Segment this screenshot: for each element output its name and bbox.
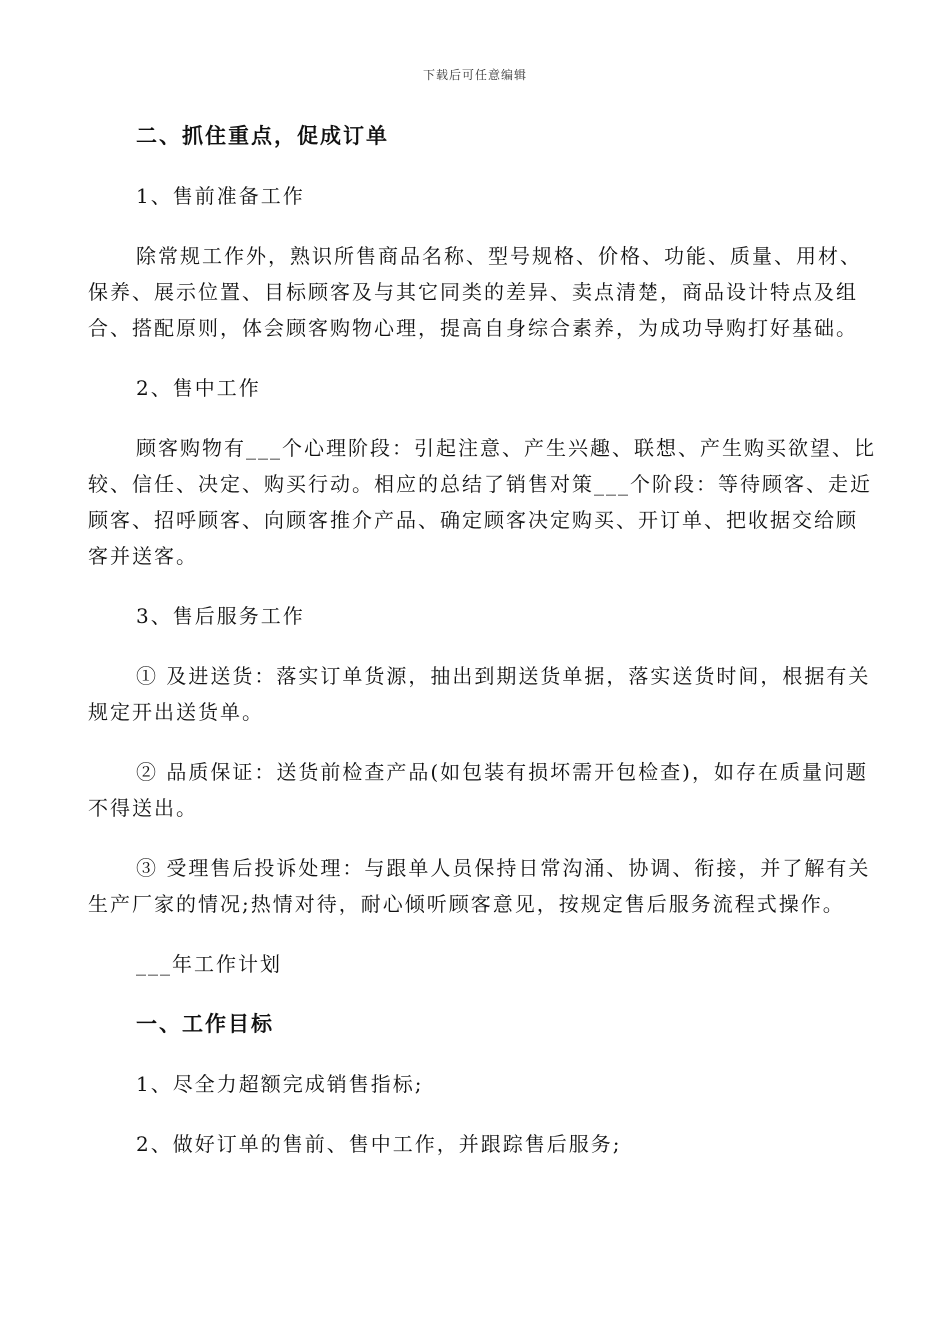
section-heading-2: 二、抓住重点，促成订单 xyxy=(136,124,389,148)
paragraph-quality: ② 品质保证：送货前检查产品(如包装有损坏需开包检查)，如存在质量问题不得送出。 xyxy=(88,760,868,820)
goal-item-1: 1、尽全力超额完成销售指标; xyxy=(136,1072,424,1096)
paragraph-delivery: ① 及进送货：落实订单货源，抽出到期送货单据，落实送货时间，根据有关规定开出送货单。 xyxy=(88,664,871,724)
subheading-insale: 2、售中工作 xyxy=(136,376,261,400)
document-body xyxy=(88,118,878,1162)
subheading-presale: 1、售前准备工作 xyxy=(136,184,305,208)
plan-title: ___年工作计划 xyxy=(136,952,282,976)
paragraph-presale: 除常规工作外，熟识所售商品名称、型号规格、价格、功能、质量、用材、保养、展示位置、目标顾客及与其它同类的差异、卖点清楚，商品设计特点及组合、搭配原则，体会顾客购物心理，提高自身综合素养，为成功导购打好基础。 xyxy=(88,244,862,340)
goal-item-2: 2、做好订单的售前、售中工作，并跟踪售后服务; xyxy=(136,1132,622,1156)
section-heading-1: 一、工作目标 xyxy=(136,1012,274,1036)
subheading-aftersale: 3、售后服务工作 xyxy=(136,604,305,628)
paragraph-insale: 顾客购物有___个心理阶段：引起注意、产生兴趣、联想、产生购买欲望、比较、信任、决定、购买行动。相应的总结了销售对策___个阶段：等待顾客、走近顾客、招呼顾客、向顾客推介产品、确定顾客决定购买、开订单、把收据交给顾客并送客。 xyxy=(88,436,876,568)
header-note: 下载后可任意编辑 xyxy=(422,68,527,82)
paragraph-complaints: ③ 受理售后投诉处理：与跟单人员保持日常沟涌、协调、衔接，并了解有关生产厂家的情况;热情对待，耐心倾听顾客意见，按规定售后服务流程式操作。 xyxy=(88,856,871,916)
